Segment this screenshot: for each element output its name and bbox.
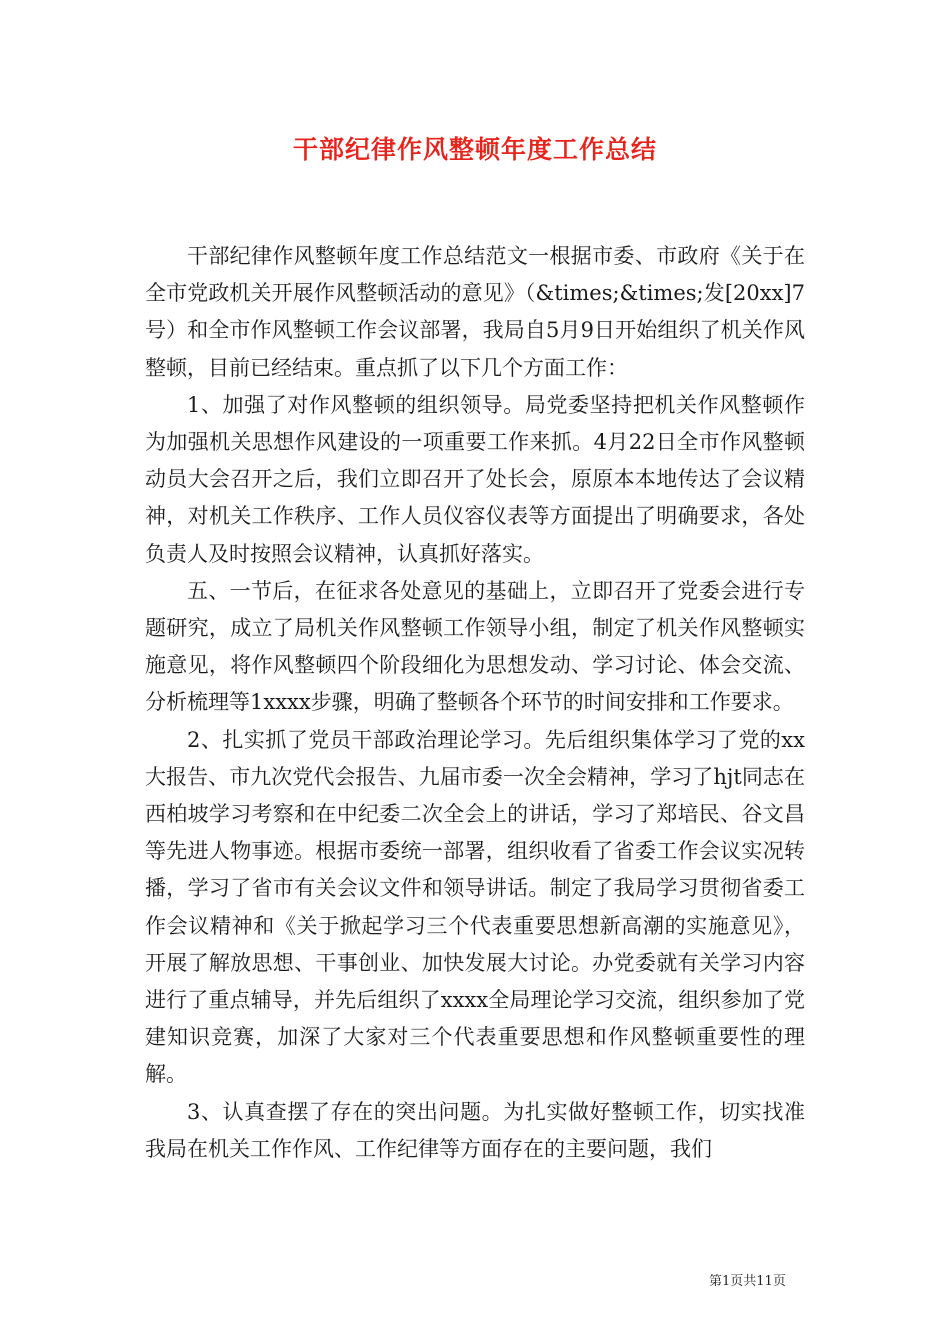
document-title: 干部纪律作风整顿年度工作总结: [292, 135, 657, 164]
paragraph-section-3: 3、认真查摆了存在的突出问题。为扎实做好整顿工作，切实找准我局在机关工作作风、工作纪律等方面存在的主要问题，我们: [145, 1099, 805, 1161]
paragraph-intro: 干部纪律作风整顿年度工作总结范文一根据市委、市政府《关于在全市党政机关开展作风整顿活动的意见》（&times;&times;发[20xx]7号）和全市作风整顿工作会议部署，我局自5月9日开始组织了机关作风整顿，目前已经结束。重点抓了以下几个方面工作：: [145, 244, 805, 380]
paragraph-after-may-day: 五、一节后，在征求各处意见的基础上，立即召开了党委会进行专题研究，成立了局机关作风整顿工作领导小组，制定了机关作风整顿实施意见，将作风整顿四个阶段细化为思想发动、学习讨论、体会交流、分析梳理等1xxxx步骤，明确了整顿各个环节的时间安排和工作要求。: [145, 578, 805, 715]
paragraph-section-2: 2、扎实抓了党员干部政治理论学习。先后组织集体学习了党的xx大报告、市九次党代会报告、九届市委一次全会精神，学习了hjt同志在西柏坡学习考察和在中纪委二次全会上的讲话，学习了郑培民、谷文昌等先进人物事迹。根据市委统一部署，组织收看了省委工作会议实况转播，学习了省市有关会议文件和领导讲话。制定了我局学习贯彻省委工作会议精神和《关于掀起学习三个代表重要思想新高潮的实施意见》，开展了解放思想、干事创业、加快发展大讨论。办党委就有关学习内容进行了重点辅导，并先后组织了xxxx全局理论学习交流，组织参加了党建知识竞赛，加深了大家对三个代表重要思想和作风整顿重要性的理解。: [145, 727, 805, 1087]
document-body: [145, 238, 805, 1168]
paragraph-section-1: 1、加强了对作风整顿的组织领导。局党委坚持把机关作风整顿作为加强机关思想作风建设的一项重要工作来抓。4月22日全市作风整顿动员大会召开之后，我们立即召开了处长会，原原本本地传达了会议精神，对机关工作秩序、工作人员仪容仪表等方面提出了明确要求，各处负责人及时按照会议精神，认真抓好落实。: [145, 392, 805, 566]
page-number: 第1页共11页: [709, 1274, 786, 1289]
